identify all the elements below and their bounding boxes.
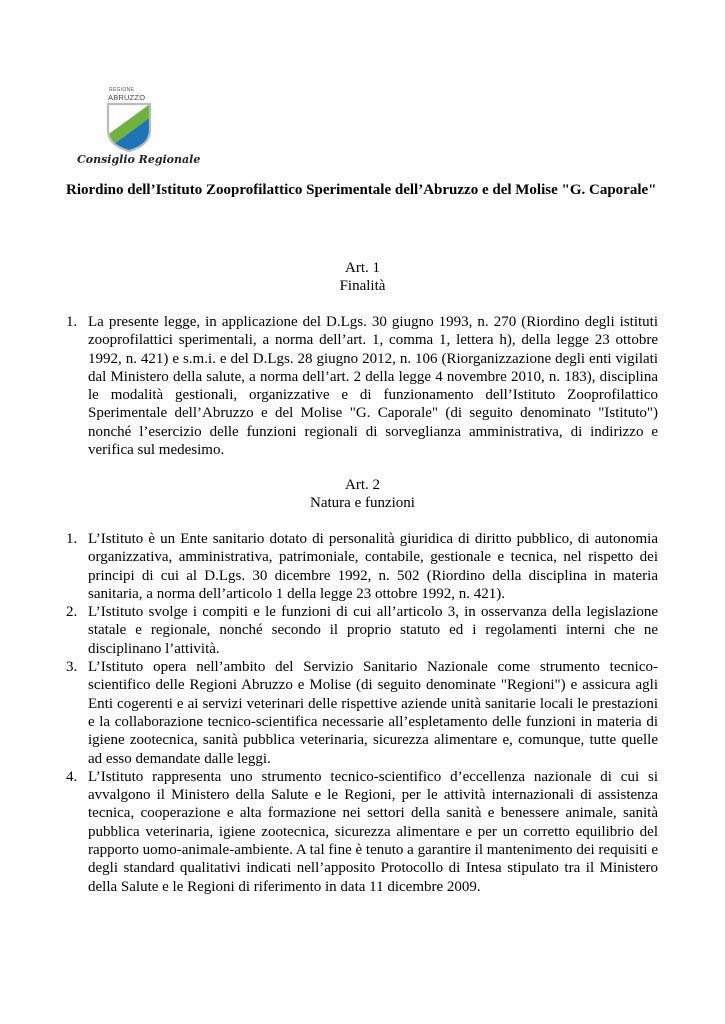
article-1-paragraphs <box>66 313 658 459</box>
article-2-number: Art. 2 <box>345 477 380 493</box>
logo-council-label: Consiglio Regionale <box>77 153 201 166</box>
article-2-paragraph-2 <box>66 603 658 658</box>
logo-region-name: ABRUZZO <box>108 93 146 102</box>
regione-abruzzo-logo <box>75 82 201 172</box>
paragraph-number: 3. <box>66 659 78 676</box>
paragraph-text: L’Istituto svolge i compiti e le funzioni di cui all’articolo 3, in osservanza della legislazione statale e regionale, nonché secondo il proprio statuto ed i regolamenti interni che ne disciplinano l’attività. <box>88 604 658 657</box>
article-2-paragraph-1 <box>66 530 658 603</box>
article-2-paragraphs <box>66 530 658 896</box>
document-title: Riordino dell’Istituto Zooprofilattico Sperimentale dell’Abruzzo e del Molise "G. Caporale" <box>66 182 657 198</box>
logo-region-label: REGIONE <box>109 87 135 93</box>
paragraph-number: 1. <box>66 314 78 330</box>
article-1-number: Art. 1 <box>345 260 380 276</box>
paragraph-number: 1. <box>66 531 78 547</box>
article-2-paragraph-3 <box>66 658 658 768</box>
paragraph-text: L’Istituto è un Ente sanitario dotato di personalità giuridica di diritto pubblico, di autonomia organizzativa, amministrativa, patrimoniale, contabile, gestionale e tecnica, nel rispetto dei principi di cui al D.Lgs. 30 dicembre 1992, n. 502 (Riordino della disciplina in materia sanitaria, a norma dell’articolo 1 della legge 23 ottobre 1992, n. 421). <box>88 531 658 602</box>
shield-emblem-icon <box>106 102 152 152</box>
article-2-paragraph-4 <box>66 768 658 896</box>
paragraph-text: L’Istituto opera nell’ambito del Servizio Sanitario Nazionale come strumento tecnico-scientifico delle Regioni Abruzzo e Molise (di seguito denominate "Regioni") e assicura agli Enti cogerenti e ai servizi veterinari delle rispettive aziende unità sanitarie locali le prestazioni e la collaborazione tecnico-scientifica necessarie all’espletamento delle funzioni in materia di igiene zootecnica, sanità pubblica veterinaria, sicurezza alimentare e, comunque, tutte quelle ad esso demandate dalle leggi. <box>88 659 658 767</box>
paragraph-number: 4. <box>66 768 78 785</box>
article-1-paragraph-1 <box>66 313 658 459</box>
paragraph-text: L’Istituto rappresenta uno strumento tecnico-scientifico d’eccellenza nazionale di cui si avvalgono il Ministero della Salute e le Regioni, per le attività internazionali di assistenza tecnica, cooperazione e alta formazione nei settori della sanità e benessere animale, sanità pubblica veterinaria, igiene zootecnica, sicurezza alimentare e per un corretto equilibrio del rapporto uomo-animale-ambiente. A tal fine è tenuto a garantire il mantenimento dei requisiti e degli standard qualitativi indicati nell’apposito Protocollo di Intesa stipulato tra il Ministero della Salute e le Regioni di riferimento in data 11 dicembre 2009. <box>88 768 658 895</box>
article-1-heading: Finalità <box>339 278 386 294</box>
paragraph-number: 2. <box>66 604 78 621</box>
paragraph-text: La presente legge, in applicazione del D.Lgs. 30 giugno 1993, n. 270 (Riordino degli istituti zooprofilattici sperimentali, a norma dell’art. 1, comma 1, lettera h), della legge 23 ottobre 1992, n. 421) e s.m.i. e del D.Lgs. 28 giugno 2012, n. 106 (Riorganizzazione degli enti vigilati dal Ministero della salute, a norma dell’art. 2 della legge 4 novembre 2010, n. 183), disciplina le modalità gestionali, organizzative e di funzionamento dell’Istituto Zooprofilattico Sperimentale dell’Abruzzo e del Molise "G. Caporale" (di seguito denominato "Istituto") nonché l’esercizio delle funzioni regionali di sorveglianza amministrativa, di indirizzo e verifica sul medesimo. <box>88 314 658 459</box>
article-2-heading: Natura e funzioni <box>310 495 415 511</box>
